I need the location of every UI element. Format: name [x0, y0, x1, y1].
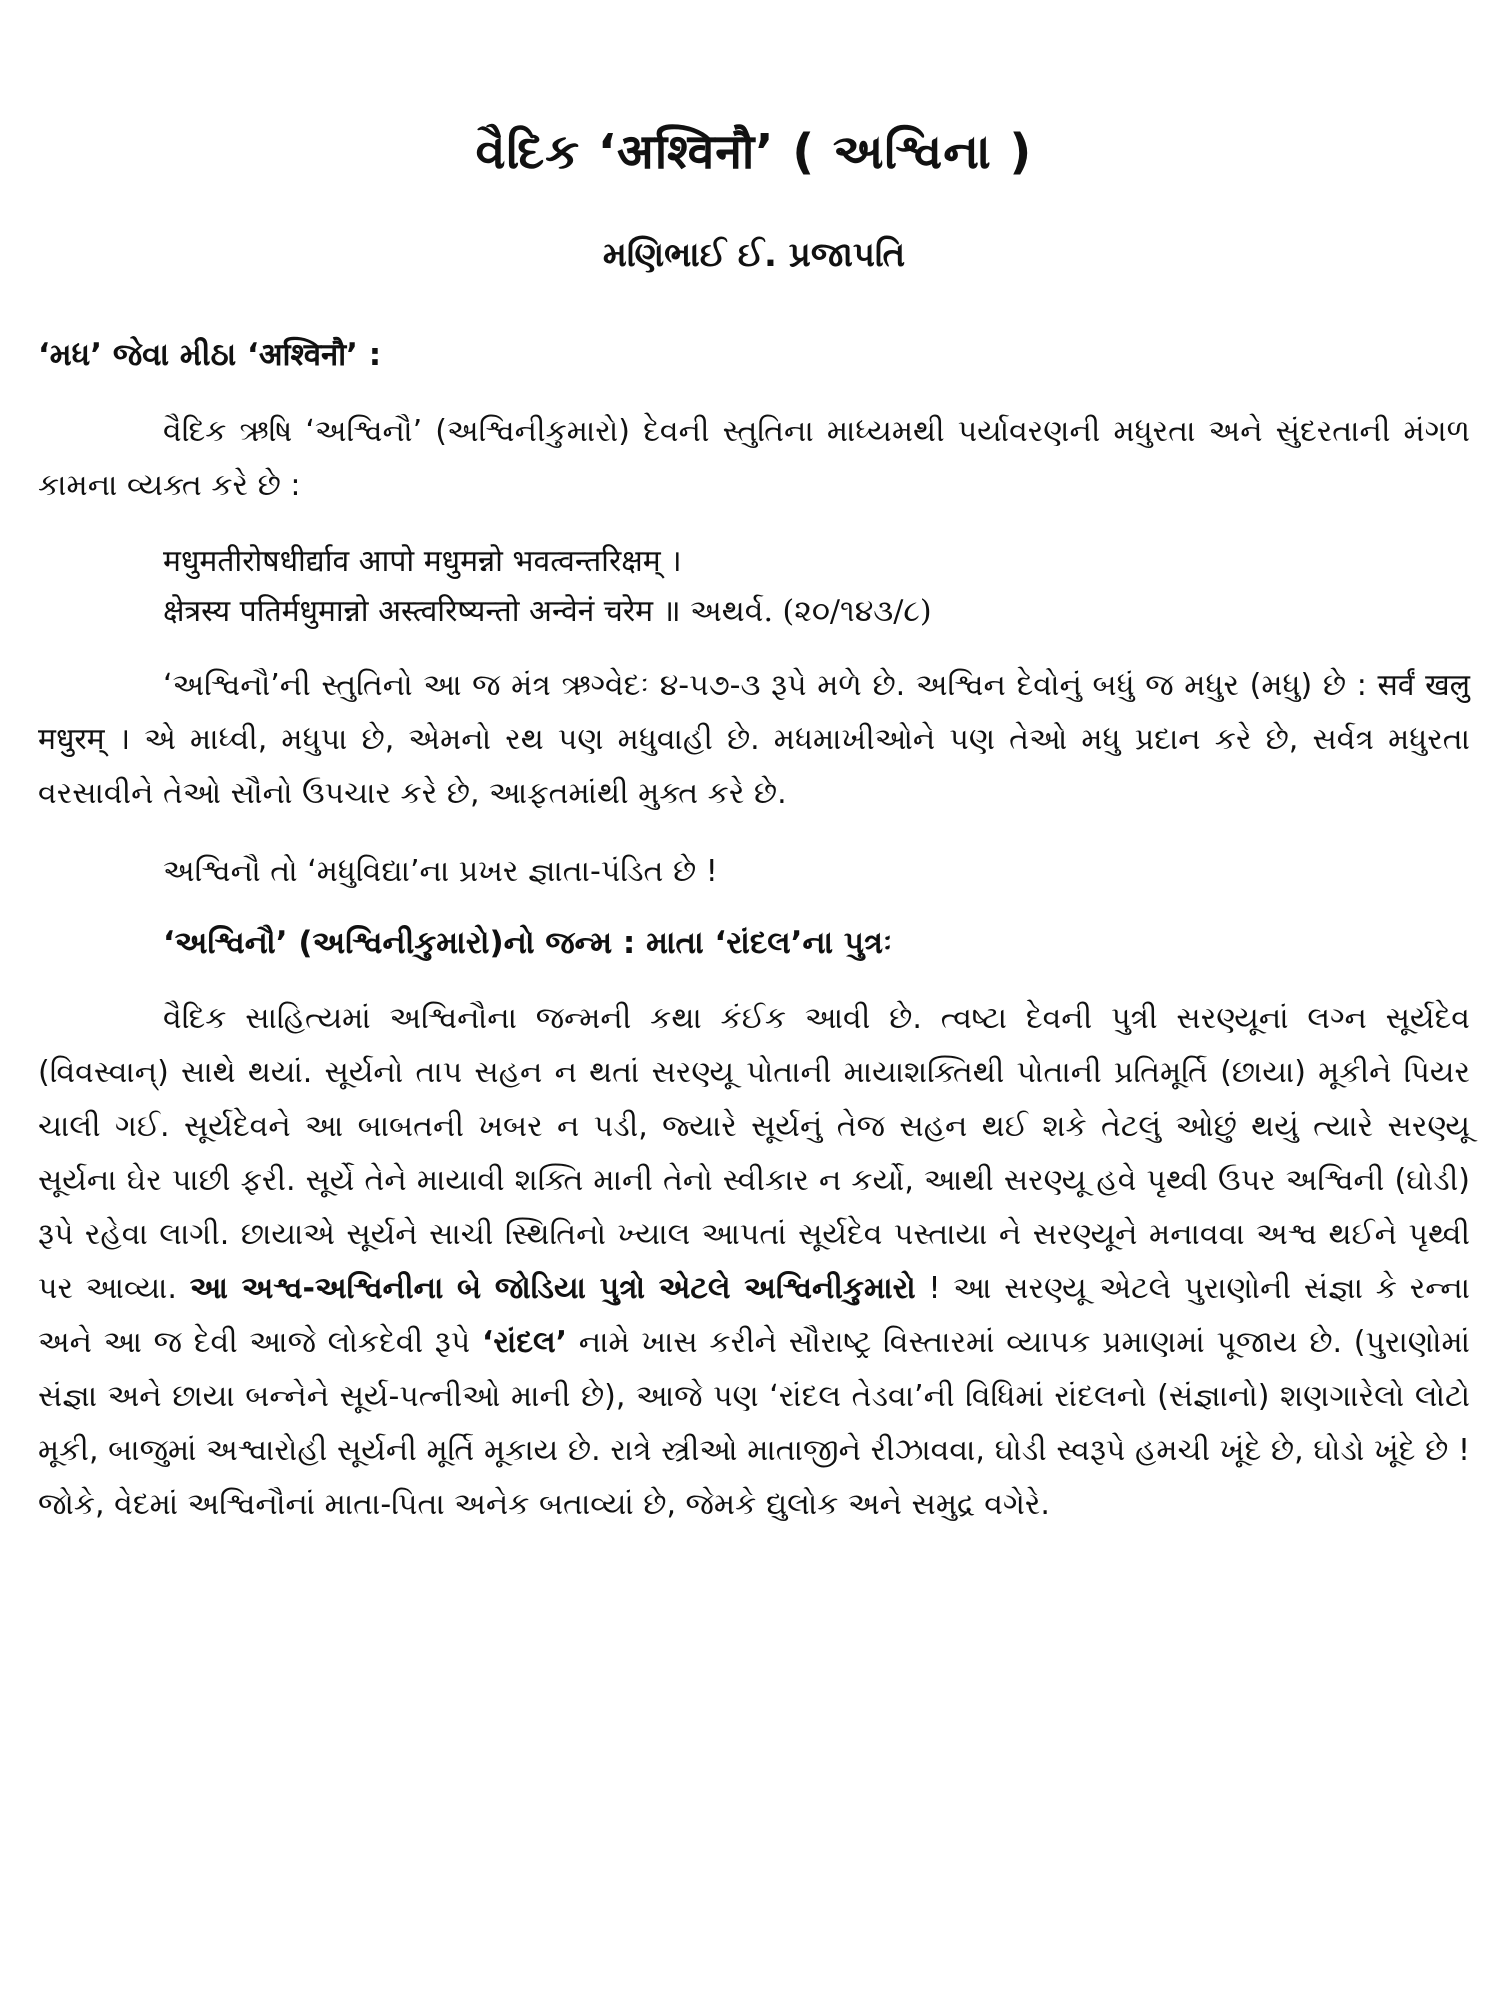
birth-story-text-1: વૈદિક સાહિત્યમાં અશ્વિનૌના જન્મની કથા કંઈક આવી છે. ત્વષ્ટા દેવની પુત્રી સરણ્યૂનાં લગ્ન સૂર્યદેવ (વિવસ્વાન્) સાથે થયાં. સૂર્યનો તાપ સહન ન થતાં સરણ્યૂ પોતાની માયાશક્તિથી પોતાની પ્રતિમૂર્તિ (છાયા) મૂકીને પિયર ચાલી ગઈ. સૂર્યદેવને આ બાબતની ખબર ન પડી, જ્યારે સૂર્યનું તેજ સહન થઈ શકે તેટલું ઓછું થયું ત્યારે સરણ્યૂ સૂર્યના ઘેર પાછી ફરી. સૂર્યે તેને માયાવી શક્તિ માની તેનો સ્વીકાર ન કર્યો, આથી સરણ્યૂ હવે પૃથ્વી ઉપર અશ્વિની (ઘોડી) રૂપે રહેવા લાગી. છાયાએ સૂર્યને સાચી સ્થિતિનો ખ્યાલ આપતાં સૂર્યદેવ પસ્તાયા ને સરણ્યૂને મનાવવા અશ્વ થઈને પૃથ્વી પર આવ્યા. — [38, 1001, 1470, 1306]
verse-line-1: मधुमतीरोषधीर्द्याव आपो मधुमन्नो भवत्वन्तरिक्षम् । — [163, 544, 682, 579]
section-heading-birth: ‘અશ્વિનૌ’ (અશ્વિનીકુમારો)નો જન્મ : માતા ‘રાંદલ’ના પુત્રઃ — [163, 925, 893, 961]
birth-story-text-3: નામે ખાસ કરીને સૌરાષ્ટ્ર વિસ્તારમાં વ્યાપક પ્રમાણમાં પૂજાય છે. (પુરાણોમાં સંજ્ઞા અને છાયા બન્નેને સૂર્ય-પત્નીઓ માની છે), આજે પણ ‘રાંદલ તેડવા’ની વિધિમાં રાંદલનો (સંજ્ઞાનો) શણગારેલો લોટો મૂકી, બાજુમાં અશ્વારોહી સૂર્યની મૂર્તિ મૂકાય છે. રાત્રે સ્ત્રીઓ માતાજીને રીઝાવવા, ઘોડી સ્વરૂપે હમચી ખૂંદે છે, ઘોડો ખૂંદે છે ! જોકે, વેદમાં અશ્વિનૌનાં માતા-પિતા અનેક બતાવ્યાં છે, જેમકે દ્યુલોક અને સમુદ્ર વગેરે. — [38, 1325, 1470, 1522]
paragraph-rigveda: ‘અશ્વિનૌ’ની સ્તુતિનો આ જ મંત્ર ઋગ્વેદઃ ૪-૫૭-૩ રૂપે મળે છે. અશ્વિન દેવોનું બધું જ મધુર (મધુ) છે : सर्वं खलु मधुरम् । એ માધ્વી, મધુપા છે, એમનો રથ પણ મધુવાહી છે. મધમાખીઓને પણ તેઓ મધુ પ્રદાન કરે છે, સર્વત્ર મધુરતા વરસાવીને તેઓ સૌનો ઉપચાર કરે છે, આફતમાંથી મુક્ત કરે છે. — [38, 668, 1470, 811]
paragraph-madhuvidya: અશ્વિનૌ તો ‘મધુવિદ્યા’ના પ્રખર જ્ઞાતા-પંડિત છે ! — [163, 854, 718, 889]
verse-line-2: क्षेत्रस्य पतिर्मधुमान्नो अस्त्वरिष्यन्तो अन्वेनं चरेम ॥ અથર્વ. (૨૦/૧૪૩/૮) — [163, 594, 932, 629]
paragraph-intro: વૈદિક ઋષિ ‘અશ્વિનૌ’ (અશ્વિનીકુમારો) દેવની સ્તુતિના માધ્યમથી પર્યાવરણની મધુરતા અને સુંદરતાની મંગળ કામના વ્યક્ત કરે છે : — [38, 414, 1470, 503]
birth-story-text-2: ! આ સરણ્યૂ એટલે પુરાણોની સંજ્ઞા કે રન્ના અને આ જ દેવી આજે લોકદેવી રૂપે — [38, 1271, 1471, 1360]
sanskrit-verse — [38, 537, 1470, 637]
section-heading-madhu: ‘મધ’ જેવા મીઠા ‘अश्विनौ’ : — [38, 337, 382, 373]
birth-story-bold-twins: આ અશ્વ-અશ્વિનીના બે જોડિયા પુત્રો એટલે અશ્વિનીકુમારો — [189, 1271, 916, 1306]
author-name: મણિભાઈ ઈ. પ્રજાપતિ — [602, 235, 906, 275]
paragraph-birth-story — [38, 992, 1470, 1532]
document-title: વૈદિક ‘अश्विनौ’ ( અશ્વિના ) — [475, 124, 1033, 180]
birth-story-bold-randal: ‘રાંદલ’ — [481, 1325, 568, 1360]
